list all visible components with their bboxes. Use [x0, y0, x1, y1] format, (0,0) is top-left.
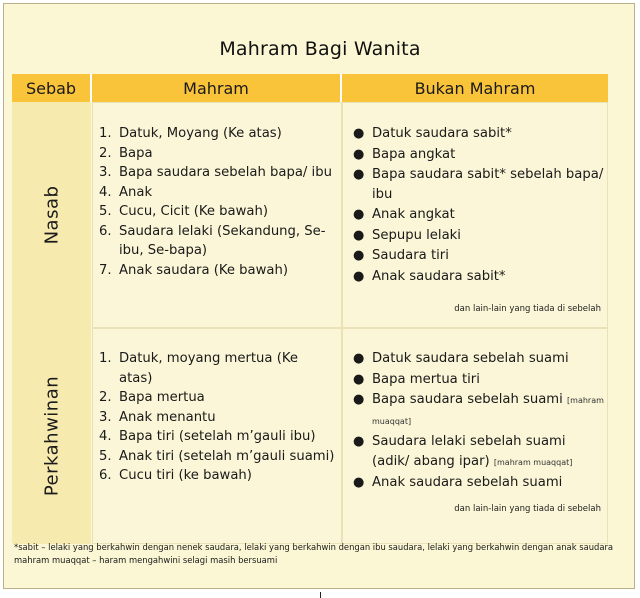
list-item — [99, 349, 335, 388]
header-sebab: Sebab — [12, 74, 92, 102]
bullet-icon: ● — [353, 351, 365, 366]
list-item — [351, 349, 605, 369]
list-item — [99, 222, 335, 261]
list-item — [351, 226, 605, 246]
bullet-icon: ● — [353, 392, 365, 407]
bullet-icon: ● — [353, 167, 365, 182]
list-item-text: Saudara lelaki sebelah suami (adik/ abang ipar) — [372, 434, 566, 469]
list-item — [99, 388, 335, 408]
list-item-text: Bapa saudara sabit* sebelah bapa/ ibu — [372, 167, 604, 202]
row-label-nasab: Nasab — [41, 185, 62, 245]
nasab-mahram-cell — [92, 102, 342, 328]
bullet-icon: ● — [353, 371, 365, 387]
list-item — [351, 145, 605, 165]
list-item-text: Anak saudara sebelah suami — [372, 475, 563, 490]
list-item-number: 6. — [99, 223, 112, 239]
page-title: Mahram Bagi Wanita — [219, 38, 421, 60]
list-item-text: Datuk, Moyang (Ke atas) — [119, 126, 282, 141]
list-item-text: Bapa tiri (setelah m’gauli ibu) — [119, 429, 316, 444]
list-item — [99, 261, 335, 281]
perkahwinan-mahram-list — [99, 349, 335, 486]
list-item — [351, 390, 605, 431]
list-item-text: Bapa saudara sebelah suami — [372, 392, 563, 407]
footnote-muaqqat: mahram muaqqat – haram mengahwini selagi masih bersuami — [14, 555, 278, 565]
list-item-text: Anak saudara sabit* — [372, 268, 506, 284]
list-item-text: Anak saudara (Ke bawah) — [119, 262, 289, 278]
header-mahram: Mahram — [92, 74, 342, 102]
bullet-icon: ● — [353, 475, 365, 490]
perkahwinan-mahram-cell — [92, 328, 342, 544]
list-item-remark: [mahram muaqqat] — [493, 457, 573, 467]
list-item-number: 4. — [99, 184, 112, 200]
perkahwinan-bukan-cell — [342, 328, 608, 544]
list-item-number: 4. — [99, 429, 112, 444]
list-item-number: 5. — [99, 448, 112, 464]
bullet-icon: ● — [353, 248, 365, 263]
list-item — [99, 466, 335, 486]
list-item-text: Bapa saudara sebelah bapa/ ibu — [119, 165, 332, 180]
list-item-text: Sepupu lelaki — [372, 227, 461, 243]
nasab-bukan-list — [351, 124, 605, 287]
bullet-icon: ● — [353, 146, 365, 162]
nasab-mahram-list — [99, 124, 335, 280]
list-item-text: Cucu tiri (ke bawah) — [119, 468, 252, 483]
list-item-text: Datuk, moyang mertua (Ke atas) — [119, 351, 298, 386]
page-tick-mark — [320, 592, 321, 598]
list-item — [351, 370, 605, 390]
list-item-number: 2. — [99, 145, 112, 161]
bullet-icon: ● — [353, 227, 365, 243]
list-item — [99, 427, 335, 447]
bullet-icon: ● — [353, 126, 365, 141]
list-item-number: 7. — [99, 262, 112, 278]
list-item-text: Bapa mertua — [119, 390, 205, 405]
list-item-text: Bapa mertua tiri — [372, 371, 480, 387]
row-label-nasab-cell — [12, 102, 91, 328]
header-bukan-mahram: Bukan Mahram — [342, 74, 608, 102]
document-frame — [3, 3, 635, 589]
list-item — [99, 447, 335, 467]
list-item — [351, 124, 605, 144]
list-item — [351, 246, 605, 266]
list-item — [351, 267, 605, 287]
list-item — [351, 432, 605, 472]
list-item-text: Anak menantu — [119, 409, 216, 425]
list-item-text: Anak — [119, 184, 153, 200]
list-item-text: Saudara lelaki (Sekandung, Se-ibu, Se-bapa) — [119, 223, 326, 258]
list-item-number: 3. — [99, 409, 112, 425]
list-item — [99, 124, 335, 144]
list-item-text: Anak tiri (setelah m’gauli suami) — [119, 448, 335, 464]
list-item-text: Datuk saudara sebelah suami — [372, 351, 569, 366]
list-item-number: 1. — [99, 351, 112, 366]
list-item-text: Anak angkat — [372, 207, 455, 222]
list-item-number: 3. — [99, 165, 112, 180]
list-item — [99, 202, 335, 222]
list-item — [351, 205, 605, 225]
row-label-perkahwinan: Perkahwinan — [41, 375, 62, 497]
list-item — [351, 165, 605, 204]
nasab-note: dan lain-lain yang tiada di sebelah — [454, 304, 601, 314]
nasab-bukan-cell — [342, 102, 608, 328]
perkahwinan-note: dan lain-lain yang tiada di sebelah — [454, 504, 601, 514]
list-item — [99, 163, 335, 183]
footnote-sabit: *sabit – lelaki yang berkahwin dengan nenek saudara, lelaki yang berkahwin dengan ibu saudara, lelaki yang berkahwin dengan anak saudara — [14, 542, 614, 552]
row-label-perkahwinan-cell — [12, 328, 91, 544]
bullet-icon: ● — [353, 207, 365, 222]
list-item — [99, 144, 335, 164]
list-item-number: 5. — [99, 204, 112, 219]
list-item-remark: [mahram muaqqat] — [372, 396, 604, 426]
list-item — [99, 183, 335, 203]
list-item — [351, 473, 605, 493]
list-item-number: 1. — [99, 126, 112, 141]
list-item-text: Bapa — [119, 145, 153, 161]
list-item-number: 2. — [99, 390, 112, 405]
list-item — [99, 408, 335, 428]
list-item-text: Bapa angkat — [372, 146, 456, 162]
list-item-number: 6. — [99, 468, 112, 483]
list-item-text: Datuk saudara sabit* — [372, 126, 512, 141]
bullet-icon: ● — [353, 434, 365, 449]
list-item-text: Saudara tiri — [372, 248, 449, 263]
bullet-icon: ● — [353, 268, 365, 284]
list-item-text: Cucu, Cicit (Ke bawah) — [119, 204, 268, 219]
perkahwinan-bukan-list — [351, 349, 605, 494]
